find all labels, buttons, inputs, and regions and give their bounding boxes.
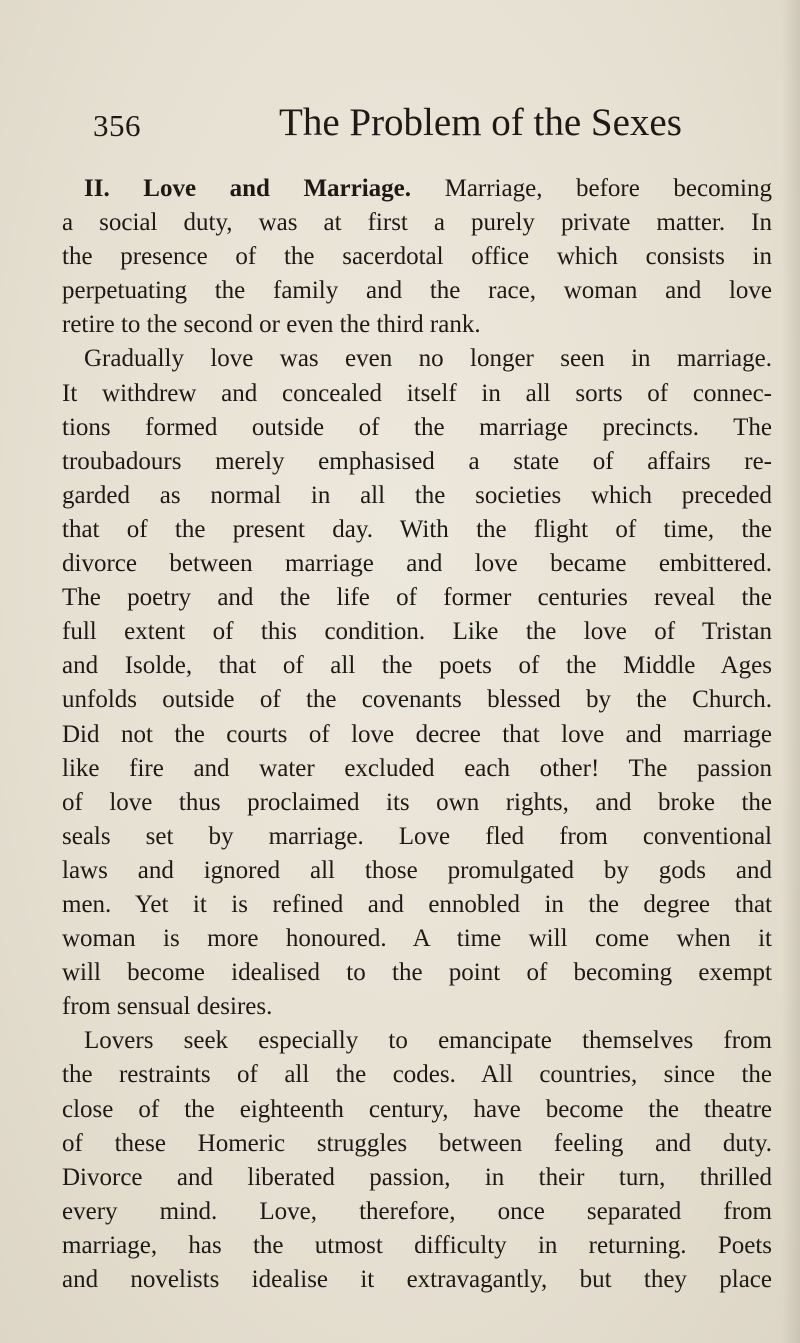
text-line: that of the present day. With the flight of time, the xyxy=(62,515,772,543)
page-number: 356 xyxy=(93,108,141,143)
running-head xyxy=(93,100,713,150)
text-line: men. Yet it is refined and ennobled in the degree that xyxy=(62,890,772,918)
text-line: seals set by marriage. Love fled from conventional xyxy=(62,822,772,850)
text-line: It withdrew and concealed itself in all sorts of connec- xyxy=(62,379,772,407)
text-line: Lovers seek especially to emancipate themselves from xyxy=(84,1027,772,1055)
text-line: Did not the courts of love decree that love and marriage xyxy=(62,720,772,748)
text-line: full extent of this condition. Like the love of Tristan xyxy=(62,618,772,646)
body-text xyxy=(62,172,772,1297)
text-line: woman is more honoured. A time will come when it xyxy=(62,925,772,953)
text-line: and novelists idealise it extravagantly, but they place xyxy=(62,1266,772,1293)
text-line: like fire and water excluded each other! The passion xyxy=(62,754,772,782)
text-line: the restraints of all the codes. All countries, since the xyxy=(62,1061,772,1089)
text-line: troubadours merely emphasised a state of affairs re- xyxy=(62,447,772,475)
text-line: Gradually love was even no longer seen in marriage. xyxy=(84,345,772,373)
text-line: close of the eighteenth century, have become the theatre xyxy=(62,1095,772,1123)
text-line: and Isolde, that of all the poets of the Middle Ages xyxy=(62,652,772,680)
text-line: unfolds outside of the covenants blessed by the Church. xyxy=(62,686,772,714)
text-line: laws and ignored all those promulgated by gods and xyxy=(62,856,772,884)
first-line-text: Marriage, before becoming xyxy=(411,175,772,202)
text-line: every mind. Love, therefore, once separated from xyxy=(62,1197,772,1225)
text-line: retire to the second or even the third rank. xyxy=(62,311,481,339)
text-line: of love thus proclaimed its own rights, and broke the xyxy=(62,788,772,816)
text-line: a social duty, was at first a purely private matter. In xyxy=(62,209,772,237)
page-edge-shadow xyxy=(782,0,800,1343)
text-line: the presence of the sacerdotal office which consists in xyxy=(62,243,772,271)
section-heading: II. Love and Marriage. xyxy=(84,175,412,202)
text-line: marriage, has the utmost difficulty in returning. Poets xyxy=(62,1231,772,1259)
running-title: The Problem of the Sexes xyxy=(279,101,682,144)
text-line: of these Homeric struggles between feeling and duty. xyxy=(62,1129,772,1157)
text-line: from sensual desires. xyxy=(62,993,273,1021)
text-line: will become idealised to the point of becoming exempt xyxy=(62,959,772,987)
text-line: tions formed outside of the marriage precincts. The xyxy=(62,413,772,441)
text-line: perpetuating the family and the race, woman and love xyxy=(62,277,772,305)
text-line xyxy=(62,172,772,206)
text-line: The poetry and the life of former centuries reveal the xyxy=(62,584,772,612)
text-line: divorce between marriage and love became embittered. xyxy=(62,550,772,578)
text-line: Divorce and liberated passion, in their turn, thrilled xyxy=(62,1163,772,1191)
text-line: garded as normal in all the societies which preceded xyxy=(62,481,772,509)
